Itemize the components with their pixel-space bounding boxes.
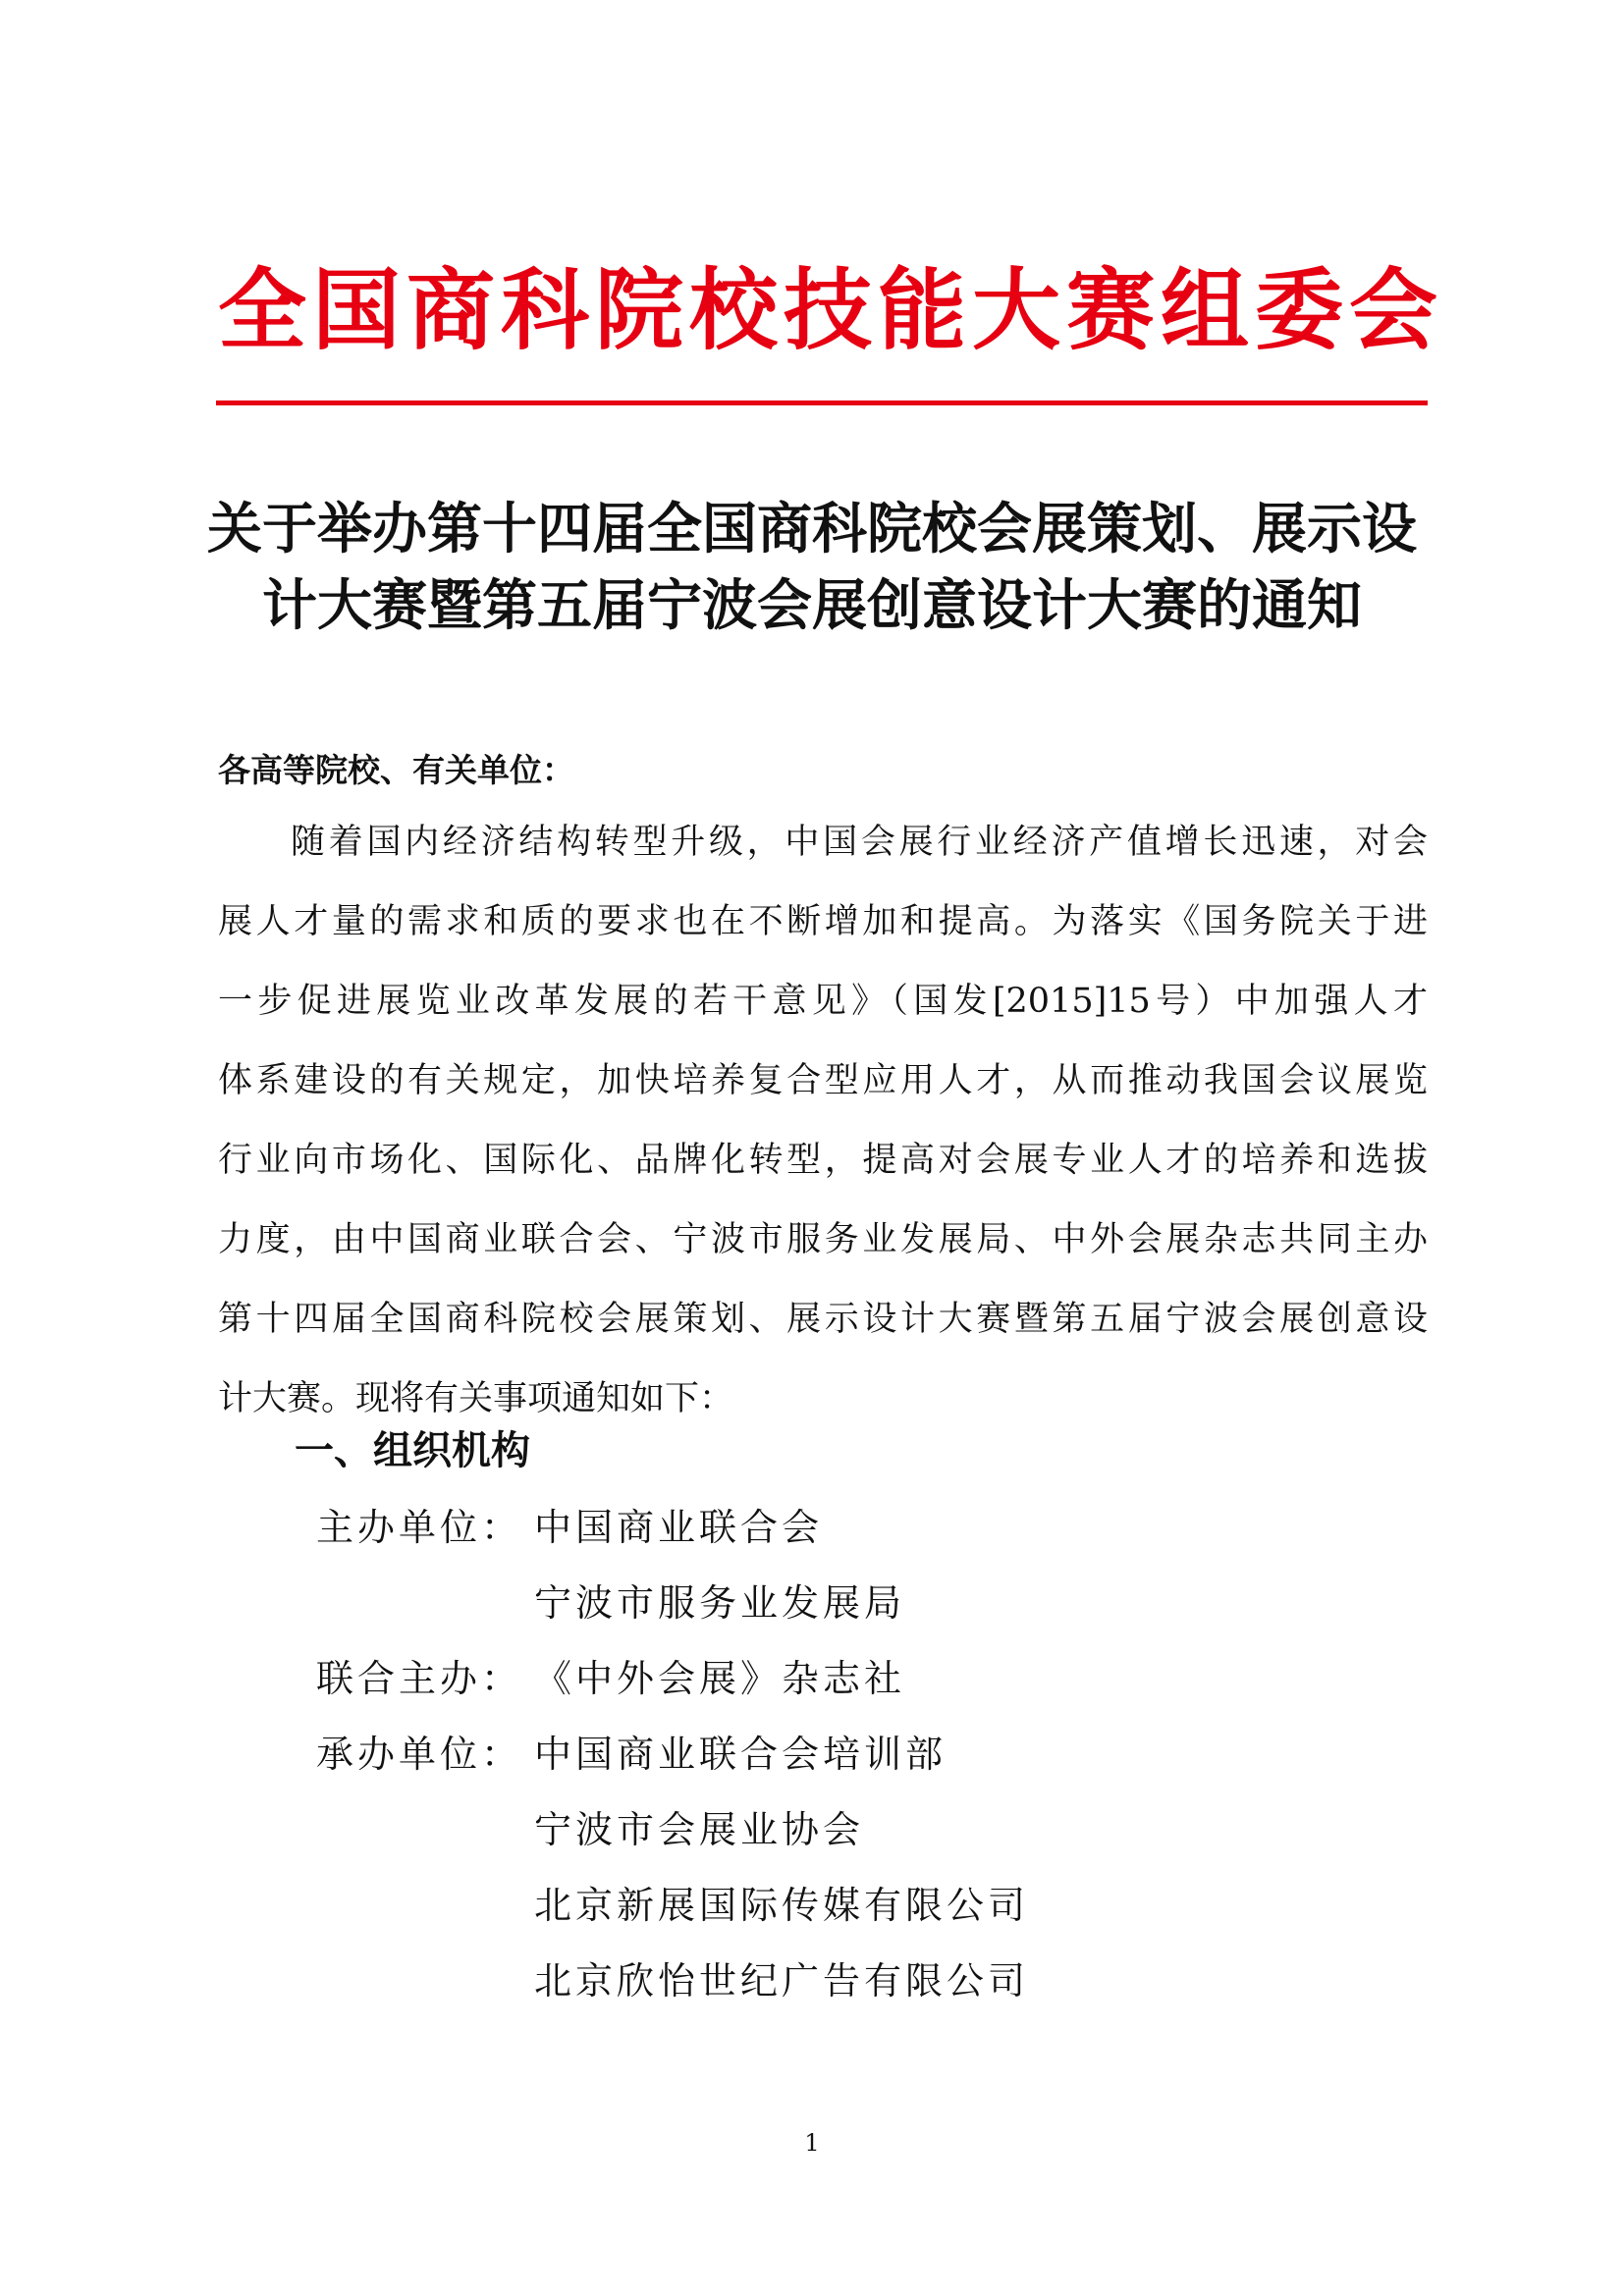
body-line: 计大赛。现将有关事项通知如下： [218, 1379, 734, 1418]
organization-list [316, 1500, 1029, 2029]
org-role-label: 主办单位： [316, 1506, 523, 1549]
body-line: 第十四届全国商科院校会展策划、展示设计大赛暨第五届宁波会展创意设 [218, 1300, 1428, 1339]
body-line: 力度，由中国商业联合会、宁波市服务业发展局、中外会展杂志共同主办 [218, 1220, 1428, 1259]
org-role-label: 承办单位： [316, 1733, 523, 1776]
body-line: 随着国内经济结构转型升级，中国会展行业经济产值增长迅速，对会 [291, 823, 1428, 862]
org-row [316, 1953, 1029, 2029]
org-row [316, 1651, 1029, 1727]
org-name: 中国商业联合会培训部 [534, 1733, 947, 1776]
org-row [316, 1727, 1029, 1802]
section-heading-organization: 一、组织机构 [295, 1428, 530, 1473]
document-title [147, 491, 1477, 644]
org-row [316, 1802, 1029, 1878]
org-header-title: 全国商科院校技能大赛组委会 [218, 259, 1443, 362]
org-name: 《中外会展》杂志社 [534, 1657, 906, 1700]
org-name: 宁波市会展业协会 [534, 1808, 865, 1851]
salutation: 各高等院校、有关单位： [218, 751, 574, 789]
body-paragraph [218, 817, 1428, 1453]
page-number: 1 [804, 2129, 820, 2157]
header-red-rule [216, 400, 1428, 405]
org-role-label: 联合主办： [316, 1657, 523, 1700]
document-title-line-1: 关于举办第十四届全国商科院校会展策划、展示设 [207, 497, 1417, 561]
body-line: 行业向市场化、国际化、品牌化转型，提高对会展专业人才的培养和选拔 [218, 1141, 1428, 1180]
org-name: 宁波市服务业发展局 [534, 1581, 906, 1625]
document-title-line-2: 计大赛暨第五届宁波会展创意设计大赛的通知 [262, 573, 1362, 638]
body-line: 展人才量的需求和质的要求也在不断增加和提高。为落实《国务院关于进 [218, 902, 1428, 941]
org-row [316, 1878, 1029, 1953]
org-row [316, 1500, 1029, 1575]
body-line: 一步促进展览业改革发展的若干意见》（国发[2015]15号）中加强人才 [218, 982, 1428, 1021]
body-line: 体系建设的有关规定，加快培养复合型应用人才，从而推动我国会议展览 [218, 1061, 1428, 1100]
org-row [316, 1575, 1029, 1651]
org-name: 北京欣怡世纪广告有限公司 [534, 1959, 1030, 2002]
org-name: 北京新展国际传媒有限公司 [534, 1884, 1030, 1927]
org-name: 中国商业联合会 [534, 1506, 824, 1549]
